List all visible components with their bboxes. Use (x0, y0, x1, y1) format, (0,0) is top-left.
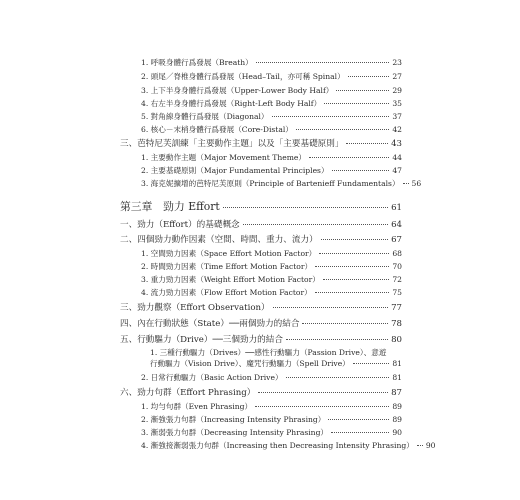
toc-entry-page: 77 (391, 303, 402, 313)
leader-dots (315, 266, 389, 267)
leader-dots (273, 307, 388, 308)
toc-entry (141, 427, 402, 438)
toc-entry-page: 44 (392, 153, 402, 162)
toc-entry-title: 4. 右左半身身體行爲發展（Right-Left Body Half） (141, 99, 322, 108)
leader-dots (323, 279, 389, 280)
leader-dots (328, 419, 389, 420)
toc-entry (141, 274, 402, 285)
toc-entry-page: 68 (392, 249, 402, 258)
toc-entry-title: 1. 呼吸身體行爲發展（Breath） (141, 58, 253, 67)
leader-dots (302, 323, 388, 324)
toc-entry-title: 6. 核心－末梢身體行爲發展（Core-Distal） (141, 125, 293, 134)
toc-entry-title: 2. 漸強張力句群（Increasing Intensity Phrasing） (141, 415, 326, 424)
toc-entry-page: 80 (391, 335, 402, 345)
toc-section (120, 386, 402, 398)
toc-entry-page: 61 (391, 203, 402, 213)
toc-entry-page: 89 (392, 415, 402, 424)
toc-entry-page: 67 (391, 235, 402, 245)
toc-section (120, 233, 402, 245)
leader-dots (258, 392, 388, 393)
toc-entry (141, 57, 402, 68)
toc-entry (141, 165, 402, 176)
leader-dots (309, 157, 389, 158)
leader-dots (353, 363, 390, 364)
leader-dots (319, 253, 389, 254)
toc-entry-title: 1. 空間勁力因素（Space Effort Motion Factor） (141, 249, 317, 258)
leader-dots (255, 406, 389, 407)
leader-dots (346, 143, 388, 144)
toc-entry-title: 3. 海克妮擴增的芭特尼芙原則（Principle of Bartenieff Fundamentals） (141, 179, 400, 188)
toc-entry-title: 3. 上下半身身體行爲發展（Upper-Lower Body Half） (141, 86, 334, 95)
toc-entry (141, 71, 402, 82)
toc-entry (141, 401, 402, 412)
toc-entry-page: 72 (392, 275, 402, 284)
toc-entry-title: 2. 頭尾／脊椎身體行爲發展（Head–Tail，亦可稱 Spinal） (141, 72, 345, 81)
toc-entry (141, 414, 402, 425)
leader-dots (336, 90, 389, 91)
toc-entry (150, 358, 402, 369)
toc-entry-page: 42 (392, 125, 402, 134)
toc-entry-title: 三、勁力觀察（Effort Observation） (120, 303, 270, 313)
toc-entry-title: 2. 日常行動驅力（Basic Action Drive） (141, 373, 283, 382)
leader-dots (256, 62, 390, 63)
leader-dots (321, 239, 388, 240)
toc-entry-title: 二、四個勁力動作因素（空間、時間、重力、流力） (120, 235, 318, 245)
leader-dots (272, 116, 390, 117)
leader-dots (403, 183, 409, 184)
toc-section (120, 301, 402, 313)
toc-entry-first-line: 1. 三種行動驅力（Drives）──感性行動驅力（Passion Drive）、意遊 (150, 348, 387, 357)
toc-entry (141, 152, 402, 163)
toc-entry-title: 3. 漸弱張力句群（Decreasing Intensity Phrasing） (141, 428, 329, 437)
leader-dots (331, 432, 389, 433)
toc-entry-title: 4. 漸強接漸弱張力句群（Increasing then Decreasing Intensity Phrasing） (141, 441, 414, 450)
toc-entry-page: 47 (392, 166, 402, 175)
toc-entry (141, 261, 402, 272)
toc-section (120, 218, 402, 230)
toc-entry (141, 178, 422, 189)
toc-entry-page: 35 (392, 99, 402, 108)
toc-entry-page: 87 (391, 388, 402, 398)
toc-entry (141, 440, 436, 451)
toc-entry-page: 81 (392, 359, 402, 368)
toc-entry-title: 1. 均勻句群（Even Phrasing） (141, 402, 253, 411)
toc-entry-title: 4. 流力勁力因素（Flow Effort Motion Factor） (141, 288, 312, 297)
toc-entry-title: 四、內在行動狀態（State）──兩個勁力的結合 (120, 319, 300, 329)
toc-entry-title: 3. 重力勁力因素（Weight Effort Motion Factor） (141, 275, 320, 284)
leader-dots (315, 292, 390, 293)
toc-entry-page: 37 (392, 112, 402, 121)
toc-entry-title: 三、芭特尼芙訓練「主要動作主題」以及「主要基礎原則」 (120, 139, 344, 149)
toc-entry-page: 43 (391, 139, 402, 149)
toc-entry-page: 64 (391, 220, 402, 230)
toc-entry-page: 70 (392, 262, 402, 271)
toc-entry-page: 89 (392, 402, 402, 411)
toc-section (120, 137, 402, 149)
toc-entry-title: 一、勁力（Effort）的基礎概念 (120, 220, 240, 230)
leader-dots (417, 445, 423, 446)
toc-entry-page: 29 (392, 86, 402, 95)
toc-entry-title: 5. 對角線身體行爲發展（Diagonal） (141, 112, 269, 121)
toc-entry (141, 287, 402, 298)
toc-entry-title: 1. 主要動作主題（Major Movement Theme） (141, 153, 307, 162)
chapter-title: 第三章 勁力 Effort (120, 200, 220, 213)
leader-dots (286, 339, 388, 340)
leader-dots (243, 224, 388, 225)
toc-entry-page: 90 (392, 428, 402, 437)
toc-entry-page: 23 (392, 58, 402, 67)
toc-entry (141, 98, 402, 109)
toc-entry-page: 81 (392, 373, 402, 382)
leader-dots (332, 170, 390, 171)
toc-section (120, 317, 402, 329)
toc-entry (141, 124, 402, 135)
toc-section (120, 333, 402, 345)
toc-entry-title: 行動驅力（Vision Drive）、魔咒行動驅力（Spell Drive） (150, 359, 350, 368)
toc-entry-title: 2. 時間勁力因素（Time Effort Motion Factor） (141, 262, 313, 271)
toc-chapter (120, 199, 402, 214)
toc-entry (141, 248, 402, 259)
toc-entry-title: 六、勁力句群（Effort Phrasing） (120, 388, 256, 398)
leader-dots (223, 207, 388, 208)
toc-entry (141, 85, 402, 96)
toc-entry (141, 372, 402, 383)
toc-entry-title: 五、行動驅力（Drive）──三個勁力的結合 (120, 335, 283, 345)
toc-entry-page: 27 (392, 72, 402, 81)
leader-dots (324, 103, 389, 104)
toc-entry-page: 78 (391, 319, 402, 329)
leader-dots (296, 129, 389, 130)
toc-entry-title: 2. 主要基礎原則（Major Fundamental Principles） (141, 166, 329, 175)
leader-dots (348, 76, 390, 77)
toc-entry (141, 111, 402, 122)
toc-entry-page: 75 (392, 288, 402, 297)
toc-entry-page: 56 (411, 179, 422, 188)
leader-dots (286, 377, 390, 378)
toc-entry-page: 90 (425, 441, 436, 450)
